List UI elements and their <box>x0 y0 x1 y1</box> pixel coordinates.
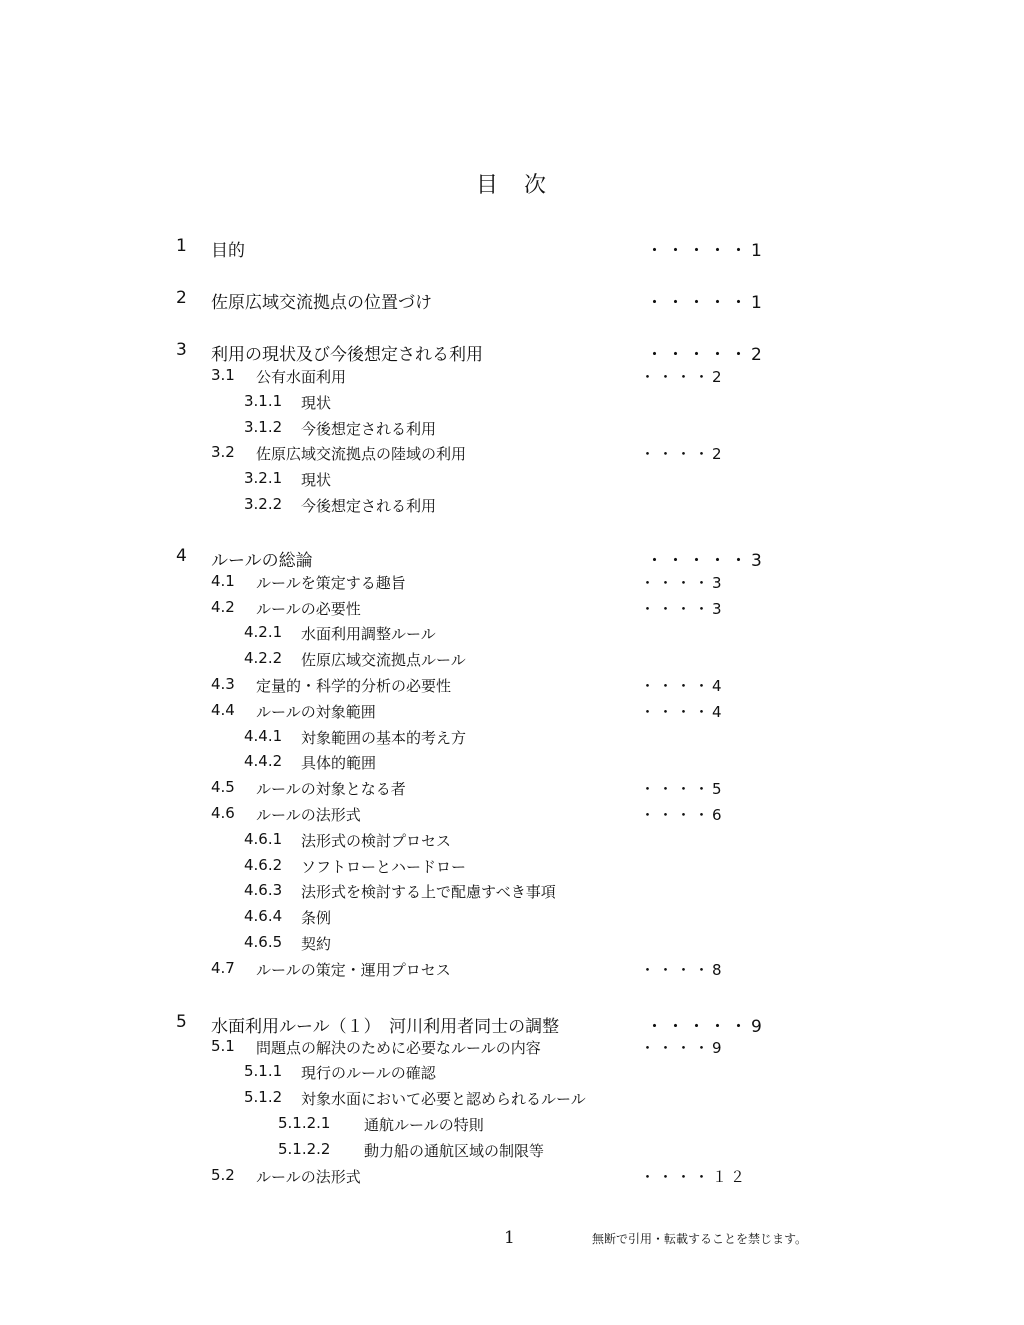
toc-entry <box>0 1140 1024 1164</box>
toc-entry-title: ルールの対象範囲 <box>256 703 376 721</box>
toc-entry-page-leader: ・・・・9 <box>640 1039 725 1057</box>
toc-entry-page-leader: ・・・・・3 <box>646 551 766 571</box>
toc-entry-title: 目的 <box>211 241 245 261</box>
toc-entry-title: 現行のルールの確認 <box>301 1064 436 1082</box>
toc-entry <box>0 366 1024 390</box>
toc-entry <box>0 778 1024 802</box>
toc-entry-page-leader: ・・・・2 <box>640 445 725 463</box>
toc-entry-title: 利用の現状及び今後想定される利用 <box>211 345 483 365</box>
toc-entry <box>0 495 1024 519</box>
toc-entry <box>0 546 1024 570</box>
toc-entry-page-leader: ・・・・・2 <box>646 345 766 365</box>
toc-entry <box>0 1088 1024 1112</box>
toc-entry-title: ルールの対象となる者 <box>256 780 406 798</box>
toc-entry-page-leader: ・・・・・1 <box>646 293 766 313</box>
footer-copyright-notice: 無断で引用・転載することを禁じます。 <box>592 1232 808 1246</box>
toc-entry-title: ルールの策定・運用プロセス <box>256 961 451 979</box>
toc-entry-title: ルールの総論 <box>211 551 313 571</box>
toc-entry-number: 5.1.2.2 <box>278 1140 331 1158</box>
toc-entry <box>0 288 1024 312</box>
toc-entry <box>0 392 1024 416</box>
toc-entry-title: ルールの法形式 <box>256 806 361 824</box>
toc-entry-number: 4.6.3 <box>244 881 283 899</box>
toc-entry-number: 4.4.2 <box>244 752 283 770</box>
footer-page-number: 1 <box>504 1228 515 1248</box>
toc-entry-page-leader: ・・・・3 <box>640 600 725 618</box>
toc-entry-number: 4.2.1 <box>244 623 283 641</box>
toc-entry <box>0 340 1024 364</box>
toc-entry-title: 契約 <box>301 935 332 953</box>
toc-entry <box>0 856 1024 880</box>
toc-entry-number: 4.3 <box>211 675 235 693</box>
toc-entry <box>0 933 1024 957</box>
toc-entry-number: 4.6.1 <box>244 830 283 848</box>
toc-entry-page-leader: ・・・・・1 <box>646 241 766 261</box>
toc-entry <box>0 1062 1024 1086</box>
toc-entry <box>0 907 1024 931</box>
toc-entry <box>0 443 1024 467</box>
toc-entry-title: 現状 <box>301 394 332 412</box>
toc-entry-number: 1 <box>176 236 187 256</box>
toc-entry-title: ルールを策定する趣旨 <box>256 574 406 592</box>
toc-entry <box>0 623 1024 647</box>
toc-entry-title: 現状 <box>301 471 332 489</box>
toc-entry <box>0 804 1024 828</box>
toc-entry-number: 4.6.2 <box>244 856 283 874</box>
toc-entry-title: 具体的範囲 <box>301 754 377 772</box>
toc-entry-title: 問題点の解決のために必要なルールの内容 <box>256 1039 541 1057</box>
toc-entry <box>0 1166 1024 1190</box>
toc-entry <box>0 727 1024 751</box>
toc-entry-title: 動力船の通航区域の制限等 <box>364 1142 545 1160</box>
toc-entry-page-leader: ・・・・・9 <box>646 1017 766 1037</box>
toc-entry <box>0 675 1024 699</box>
toc-entry-title: 佐原広域交流拠点の位置づけ <box>211 293 432 313</box>
toc-entry <box>0 1114 1024 1138</box>
toc-entry-title: 佐原広域交流拠点の陸域の利用 <box>256 445 467 463</box>
toc-entry <box>0 418 1024 442</box>
toc-entry-number: 5.1.2.1 <box>278 1114 331 1132</box>
toc-entry <box>0 881 1024 905</box>
toc-entry-number: 3.1.1 <box>244 392 283 410</box>
toc-entry-page-leader: ・・・・3 <box>640 574 725 592</box>
toc-entry <box>0 1037 1024 1061</box>
toc-entry <box>0 598 1024 622</box>
toc-entry-number: 4.4.1 <box>244 727 283 745</box>
toc-entry-number: 5.2 <box>211 1166 235 1184</box>
toc-entry <box>0 701 1024 725</box>
page-title: 目 次 <box>475 173 548 198</box>
toc-entry-title: 対象水面において必要と認められるルール <box>301 1090 586 1108</box>
toc-entry-page-leader: ・・・・１２ <box>640 1168 749 1186</box>
toc-entry <box>0 959 1024 983</box>
toc-entry <box>0 752 1024 776</box>
toc-entry-page-leader: ・・・・2 <box>640 368 725 386</box>
toc-entry-title: 佐原広域交流拠点ルール <box>301 651 466 669</box>
toc-entry <box>0 469 1024 493</box>
toc-entry-title: 対象範囲の基本的考え方 <box>301 729 467 747</box>
toc-entry-title: 今後想定される利用 <box>301 420 437 438</box>
toc-entry-number: 4.6.4 <box>244 907 283 925</box>
toc-entry-number: 3.2.2 <box>244 495 283 513</box>
toc-entry-number: 4.5 <box>211 778 235 796</box>
toc-entry-page-leader: ・・・・4 <box>640 677 725 695</box>
toc-entry-title: 法形式を検討する上で配慮すべき事項 <box>301 883 556 901</box>
toc-entry-number: 4 <box>176 546 187 566</box>
toc-entry-number: 4.1 <box>211 572 235 590</box>
toc-entry <box>0 649 1024 673</box>
toc-entry-number: 5.1.1 <box>244 1062 283 1080</box>
toc-entry-title: 条例 <box>301 909 332 927</box>
toc-entry-number: 4.7 <box>211 959 235 977</box>
toc-entry-page-leader: ・・・・8 <box>640 961 725 979</box>
toc-entry-title: 水面利用ルール（１） 河川利用者同士の調整 <box>211 1017 560 1037</box>
toc-entry <box>0 1012 1024 1036</box>
toc-entry-number: 3.2 <box>211 443 235 461</box>
toc-entry-title: ルールの必要性 <box>256 600 361 618</box>
toc-entry-number: 3.1 <box>211 366 235 384</box>
toc-entry-title: 通航ルールの特則 <box>364 1116 484 1134</box>
toc-entry-title: 今後想定される利用 <box>301 497 437 515</box>
toc-entry <box>0 572 1024 596</box>
toc-entry-page-leader: ・・・・6 <box>640 806 725 824</box>
toc-entry-title: 定量的・科学的分析の必要性 <box>256 677 452 695</box>
toc-entry-number: 4.4 <box>211 701 235 719</box>
toc-entry-number: 3.1.2 <box>244 418 283 436</box>
toc-entry-number: 4.2 <box>211 598 235 616</box>
toc-entry-page-leader: ・・・・4 <box>640 703 725 721</box>
toc-entry-title: ソフトローとハードロー <box>301 858 467 876</box>
toc-entry-number: 3 <box>176 340 187 360</box>
toc-entry-title: ルールの法形式 <box>256 1168 361 1186</box>
toc-entry-title: 法形式の検討プロセス <box>301 832 452 850</box>
toc-entry-title: 公有水面利用 <box>256 368 347 386</box>
toc-entry-title: 水面利用調整ルール <box>301 625 436 643</box>
toc-entry-number: 4.6 <box>211 804 235 822</box>
toc-entry-number: 4.6.5 <box>244 933 283 951</box>
toc-entry-page-leader: ・・・・5 <box>640 780 725 798</box>
toc-entry-number: 3.2.1 <box>244 469 283 487</box>
toc-entry-number: 5.1 <box>211 1037 235 1055</box>
toc-entry-number: 4.2.2 <box>244 649 283 667</box>
toc-entry <box>0 830 1024 854</box>
toc-entry-number: 5.1.2 <box>244 1088 283 1106</box>
toc-entry-number: 2 <box>176 288 187 308</box>
toc-entry <box>0 236 1024 260</box>
toc-entry-number: 5 <box>176 1012 187 1032</box>
